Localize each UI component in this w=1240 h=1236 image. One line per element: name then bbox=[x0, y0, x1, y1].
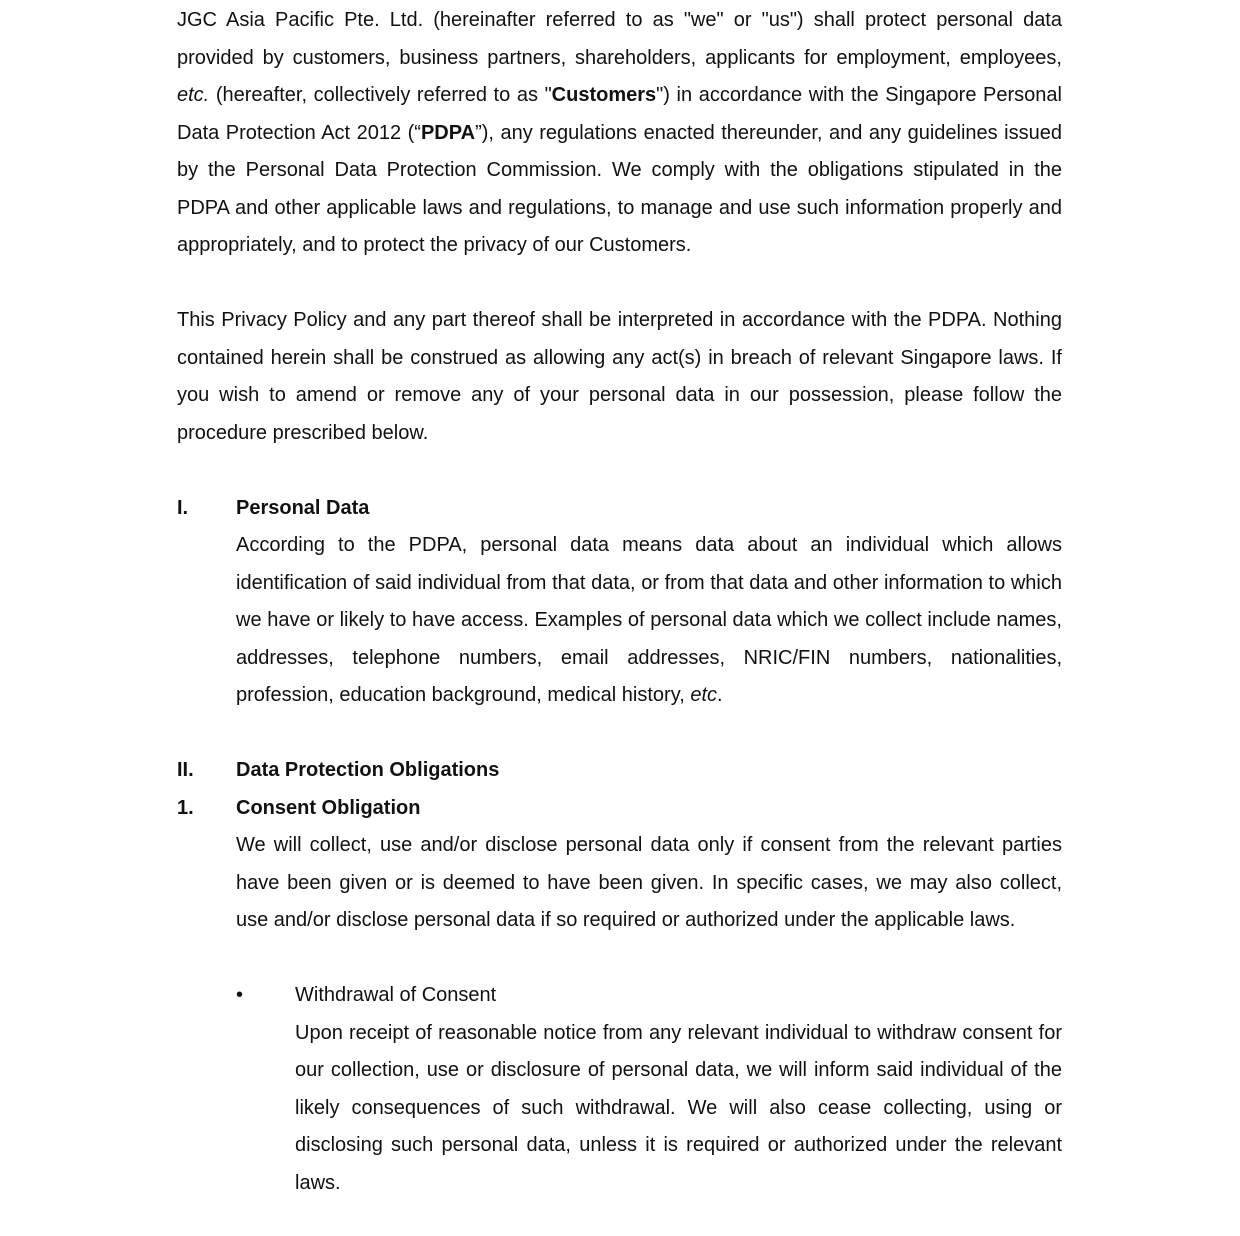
section-heading-personal-data bbox=[177, 490, 1062, 528]
personal-data-paragraph bbox=[236, 527, 1062, 715]
section-body-text: . bbox=[717, 684, 723, 706]
subsection-marker: 1. bbox=[177, 796, 194, 819]
subsection-heading-consent bbox=[177, 790, 1062, 828]
section-heading-obligations bbox=[177, 752, 1062, 790]
pdpa-term: PDPA bbox=[420, 121, 476, 144]
intro-text: ") in accordance with the Singapore Personal Data Protection Act 2012 (“ bbox=[177, 84, 1062, 144]
customers-term: Customers bbox=[551, 84, 657, 106]
section-title: Data Protection Obligations bbox=[236, 759, 500, 781]
bullet-content bbox=[295, 977, 1062, 1202]
intro-paragraph-1 bbox=[177, 2, 1062, 265]
section-title: Personal Data bbox=[236, 496, 370, 519]
subsection-title: Consent Obligation bbox=[236, 796, 421, 819]
bullet-paragraph: Upon receipt of reasonable notice from any relevant individual to withdraw consent for our collection, use or disclosure of personal data, we will inform said individual of the likely consequences of such withdrawal. We will also cease collecting, using or disclosing such personal data, unless it is required or authorized under the relevant laws. bbox=[295, 1021, 1062, 1194]
bullet-title: Withdrawal of Consent bbox=[295, 984, 497, 1006]
intro-text: ”), any regulations enacted thereunder, and any guidelines issued by the Personal Data Protection Commission. We comply with the obligations stipulated in the PDPA and other applicable laws and regulations, to manage and use such information properly and appropriately, and to protect the privacy of our Customers. bbox=[177, 121, 1062, 256]
intro-etc: etc. bbox=[177, 84, 210, 106]
intro-paragraph-2: This Privacy Policy and any part thereof shall be interpreted in accordance with the PDPA. Nothing contained herein shall be construed as allowing any act(s) in breach of relevant Singapore laws. If you wish to amend or remove any of your personal data in our possession, please follow the procedure prescribed below. bbox=[177, 309, 1062, 444]
section-body-etc: etc bbox=[690, 684, 718, 706]
section-body-text: According to the PDPA, personal data means data about an individual which allows identification of said individual from that data, or from that data and other information to which we have or likely to have access. Examples of personal data which we collect include names, addresses, telephone numbers, email addresses, NRIC/FIN numbers, nationalities, profession, education background, medical history, bbox=[236, 534, 1062, 706]
bullet-item-withdrawal bbox=[236, 977, 1062, 1202]
consent-paragraph: We will collect, use and/or disclose personal data only if consent from the relevant parties have been given or is deemed to have been given. In specific cases, we may also collect, use and/or disclose personal data if so required or authorized under the applicable laws. bbox=[236, 834, 1062, 931]
section-marker: I. bbox=[177, 496, 189, 519]
intro-text: (hereafter, collectively referred to as " bbox=[209, 84, 552, 106]
intro-text: JGC Asia Pacific Pte. Ltd. (hereinafter referred to as "we" or "us") shall protect personal data provided by customers, business partners, shareholders, applicants for employment, employees, bbox=[177, 9, 1062, 69]
section-marker: II. bbox=[177, 759, 194, 781]
bullet-icon: • bbox=[236, 984, 244, 1006]
document-page bbox=[177, 2, 1062, 1202]
